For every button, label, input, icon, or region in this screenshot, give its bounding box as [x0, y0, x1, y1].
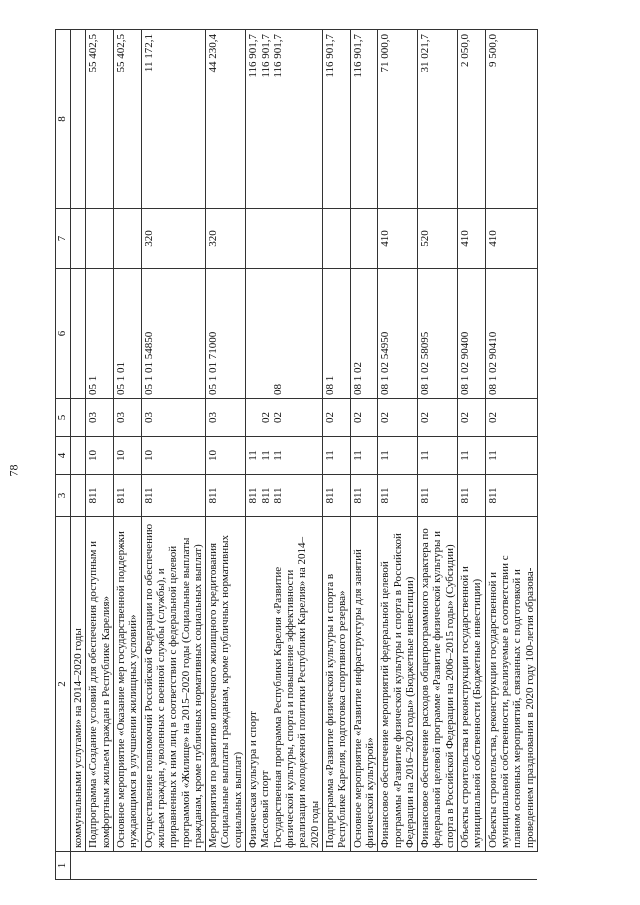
code-cell [71, 475, 86, 517]
subsection-cell: 03 [113, 399, 141, 437]
column-1-cell [113, 852, 141, 880]
column-1-cell [86, 852, 114, 880]
subsection-cell [71, 399, 86, 437]
row-description: Объекты строительства и реконструкции государственной и муниципальной собственности (Бюджетные инвестиции) [458, 517, 486, 852]
subsection-cell: 02 [485, 399, 537, 437]
expense-type-cell [71, 209, 86, 269]
subsection-cell: 03 [206, 399, 246, 437]
subsection-cell: 03 [141, 399, 206, 437]
row-description: Подпрограмма «Развитие физической культуры и спорта в Республике Карелия, подготовка спортивного резерва» [322, 517, 350, 852]
subsection-cell: 02 [322, 399, 350, 437]
amount-cell: 71 000,0 [378, 30, 418, 209]
table-row [322, 30, 350, 880]
table-row [485, 30, 537, 880]
section-cell: 10 [113, 437, 141, 475]
header-cell: 8 [56, 30, 71, 209]
row-description: Осуществление полномочий Российской Федерации по обеспечению жильем граждан, уволенных с военной службы (службы), и приравненных к ним лиц в соответствии с федеральной целевой программой «Жилище» на 2015–2020 годы (Социальные выплаты гражданам, кроме публичных нормативных социальных выплат) [141, 517, 206, 852]
expense-type-cell: 410 [458, 209, 486, 269]
column-1-cell [485, 852, 537, 880]
row-description: Подпрограмма «Создание условий для обеспечения доступным и комфортным жильем граждан в Республике Карелия» [86, 517, 114, 852]
expense-type-cell [350, 209, 378, 269]
table-row [206, 30, 246, 880]
subsection-cell-line [247, 402, 260, 433]
target-article-cell: 05 1 01 71000 [206, 269, 246, 399]
expense-type-cell [322, 209, 350, 269]
code-cell: 811 [485, 475, 537, 517]
target-article-cell: 08 1 02 54950 [378, 269, 418, 399]
table-row [378, 30, 418, 880]
header-cell: 5 [56, 399, 71, 437]
table-row [86, 30, 114, 880]
amount-cell: 55 402,5 [113, 30, 141, 209]
target-article-cell-line [260, 272, 273, 395]
column-1-cell [458, 852, 486, 880]
column-1-cell [350, 852, 378, 880]
code-cell: 811 [113, 475, 141, 517]
target-article-cell [246, 269, 323, 399]
subsection-cell: 03 [86, 399, 114, 437]
code-cell-line: 811 [247, 487, 260, 504]
section-cell: 11 [378, 437, 418, 475]
expense-type-cell [86, 209, 114, 269]
target-article-cell [71, 269, 86, 399]
subsection-cell: 02 [350, 399, 378, 437]
column-1-cell [246, 852, 323, 880]
code-cell: 811 [350, 475, 378, 517]
expense-type-cell [246, 209, 323, 269]
amount-cell: 11 172,1 [141, 30, 206, 209]
target-article-cell: 05 1 01 [113, 269, 141, 399]
amount-cell: 31 021,7 [418, 30, 458, 209]
header-cell: 7 [56, 209, 71, 269]
code-cell: 811 [86, 475, 114, 517]
target-article-cell-line: 08 [272, 384, 285, 395]
section-cell: 11 [485, 437, 537, 475]
row-description: Финансовое обеспечение мероприятий федеральной целевой программы «Развитие физической культуры и спорта в Российской Федерации на 2016–2020 годы» (Бюджетные инвестиции) [378, 517, 418, 852]
table-row [71, 30, 86, 880]
code-cell: 811 [378, 475, 418, 517]
section-cell [246, 437, 323, 475]
amount-cell: 9 500,0 [485, 30, 537, 209]
code-cell: 811 [322, 475, 350, 517]
description-line: Массовый спорт [259, 770, 272, 848]
table-row [350, 30, 378, 880]
row-description: Мероприятия по развитию ипотечного жилищного кредитования (Социальные выплаты гражданам, кроме публичных нормативных социальных выплат) [206, 517, 246, 852]
code-cell: 811 [206, 475, 246, 517]
amount-cell: 2 050,0 [458, 30, 486, 209]
section-cell: 10 [86, 437, 114, 475]
code-cell [246, 475, 323, 517]
header-cell: 2 [56, 517, 71, 852]
rotated-page-content [55, 30, 615, 880]
subsection-cell-line: 02 [272, 412, 285, 423]
section-cell: 10 [141, 437, 206, 475]
page-number: 78 [6, 464, 21, 476]
section-cell: 11 [418, 437, 458, 475]
header-row [56, 30, 71, 880]
target-article-cell: 05 1 [86, 269, 114, 399]
table-row [113, 30, 141, 880]
row-description: Объекты строительства, реконструкции государственной и муниципальной собственности, реализуемые в соответствии с планом основных мероприятий, связанных с подготовкой и проведением празднования в 2020 году 100-летия образова- [485, 517, 537, 852]
section-cell-line: 11 [247, 450, 260, 461]
budget-table [55, 29, 538, 880]
header-cell: 6 [56, 269, 71, 399]
row-description: Финансовое обеспечение расходов общепрограммного характера по федеральной целевой программе «Развитие физической культуры и спорта в Российской Федерации на 2006–2015 годы» (Субсидии) [418, 517, 458, 852]
section-cell: 11 [350, 437, 378, 475]
code-cell: 811 [458, 475, 486, 517]
subsection-cell: 02 [458, 399, 486, 437]
column-1-cell [418, 852, 458, 880]
target-article-cell: 08 1 02 [350, 269, 378, 399]
header-cell: 3 [56, 475, 71, 517]
subsection-cell: 02 [378, 399, 418, 437]
code-cell-line: 811 [272, 487, 285, 504]
amount-cell-line: 116 901,7 [272, 34, 285, 78]
amount-cell: 44 230,4 [206, 30, 246, 209]
row-description [246, 517, 323, 852]
section-cell-line: 11 [259, 450, 272, 461]
section-cell-line: 11 [272, 450, 285, 461]
section-cell [71, 437, 86, 475]
column-1-cell [378, 852, 418, 880]
section-cell: 11 [322, 437, 350, 475]
amount-cell-line: 116 901,7 [247, 34, 260, 78]
code-cell-line: 811 [259, 487, 272, 504]
table-row [418, 30, 458, 880]
amount-cell: 116 901,7 [322, 30, 350, 209]
table-row [141, 30, 206, 880]
target-article-cell-line [247, 272, 260, 395]
description-line: Государственная программа Республики Карелия «Развитие физической культуры, спорта и повышение эффективности реализации молодежной политики Республики Карелия» на 2014–2020 годы [271, 537, 321, 848]
row-description: Основное мероприятие «Развитие инфраструктуры для занятий физической культурой» [350, 517, 378, 852]
expense-type-cell: 410 [485, 209, 537, 269]
table-row [246, 30, 323, 880]
target-article-cell: 08 1 [322, 269, 350, 399]
section-cell: 11 [458, 437, 486, 475]
column-1-cell [71, 852, 86, 880]
amount-cell: 55 402,5 [86, 30, 114, 209]
description-line: Физическая культура и спорт [247, 711, 260, 848]
amount-cell [71, 30, 86, 209]
row-description: коммунальными услугами» на 2014–2020 годы [71, 517, 86, 852]
expense-type-cell: 320 [141, 209, 206, 269]
column-1-cell [141, 852, 206, 880]
amount-cell-line: 116 901,7 [259, 34, 272, 78]
column-1-cell [206, 852, 246, 880]
row-description: Основное мероприятие «Оказание мер государственной поддержки нуждающимся в улучшении жилищных условий» [113, 517, 141, 852]
expense-type-cell [113, 209, 141, 269]
amount-cell [246, 30, 323, 209]
table-row [458, 30, 486, 880]
expense-type-cell: 410 [378, 209, 418, 269]
column-1-cell [322, 852, 350, 880]
subsection-cell [246, 399, 323, 437]
code-cell: 811 [141, 475, 206, 517]
subsection-cell: 02 [418, 399, 458, 437]
header-cell: 4 [56, 437, 71, 475]
target-article-cell: 08 1 02 90400 [458, 269, 486, 399]
header-cell: 1 [56, 852, 71, 880]
subsection-cell-line: 02 [259, 412, 272, 423]
target-article-cell: 08 1 02 58095 [418, 269, 458, 399]
code-cell: 811 [418, 475, 458, 517]
section-cell: 10 [206, 437, 246, 475]
target-article-cell: 08 1 02 90410 [485, 269, 537, 399]
target-article-cell: 05 1 01 54850 [141, 269, 206, 399]
amount-cell: 116 901,7 [350, 30, 378, 209]
expense-type-cell: 320 [206, 209, 246, 269]
expense-type-cell: 520 [418, 209, 458, 269]
